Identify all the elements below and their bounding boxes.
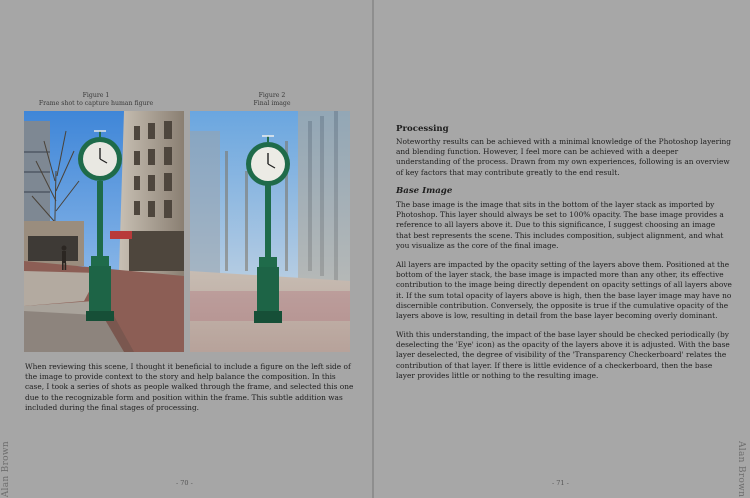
figure2-caption [192, 92, 352, 108]
page-number-right: - 71 - [552, 479, 569, 487]
author-name-right: Alan Brown [736, 441, 746, 498]
blurred-clock-photo [190, 111, 350, 352]
page-number-left: - 70 - [176, 479, 193, 487]
figure2-subtitle: Final image [253, 100, 291, 107]
base-image-paragraph-3: With this understanding, the impact of the base layer should be checked periodically (by deselecting the 'Eye' icon) as the opacity of the layers above it is adjusted. With the base layer deselected, the degree of visibility of the 'Transparency Checkerboard' relates the contribution of that layer. If there is little evidence of a checkerboard, then the base layer provides little or nothing to the resulting image. [396, 330, 730, 380]
book-spine [372, 0, 374, 498]
author-name-left: Alan Brown [1, 441, 11, 498]
figure1-caption [16, 92, 176, 108]
figure2-title: Figure 2 [258, 92, 286, 99]
figure1-title: Figure 1 [82, 92, 110, 99]
left-page-paragraph: When reviewing this scene, I thought it beneficial to include a figure on the left side of the image to provide context to the story and help balance the composition. In this case, I took a series of shots as people walked through the frame, and selected this one due to the recognizable form and position within the frame. This subtle addition was included during the final stages of processing. [25, 362, 354, 412]
section-heading: Processing [396, 124, 449, 134]
figure2-photo [190, 111, 350, 352]
base-image-paragraph-1: The base image is the image that sits in the bottom of the layer stack as imported by Photoshop. This layer should always be set to 100% opacity. The base image provides a reference to all layers above it. Due to this significance, I suggest choosing an image that best represents the scene. This includes composition, subject alignment, and what you visualize as the core of the final image. [396, 200, 724, 250]
figure1-subtitle: Frame shot to capture human figure [38, 100, 154, 107]
intro-paragraph: Noteworthy results can be achieved with a minimal knowledge of the Photoshop layering and blending function. However, I feel more can be achieved with a deeper understanding of the process. Drawn from my own experiences, following is an overview of key factors that may contribute greatly to the end result. [396, 137, 732, 177]
figure1-photo [24, 111, 184, 352]
base-image-paragraph-2: All layers are impacted by the opacity setting of the layers above them. Positioned at the bottom of the layer stack, the base image is impacted more than any other, its effective contribution to the image being directly dependent on opacity settings of all layers above it. If the sum total opacity of layers above is high, then the base layer image may have no discernible contribution. Conversely, the opposite is true if the cumulative opacity of the layers above is low, resulting in detail from the base layer becoming overly dominant. [396, 260, 732, 321]
subsection-heading: Base Image [396, 186, 453, 196]
street-clock-photo [24, 111, 184, 352]
